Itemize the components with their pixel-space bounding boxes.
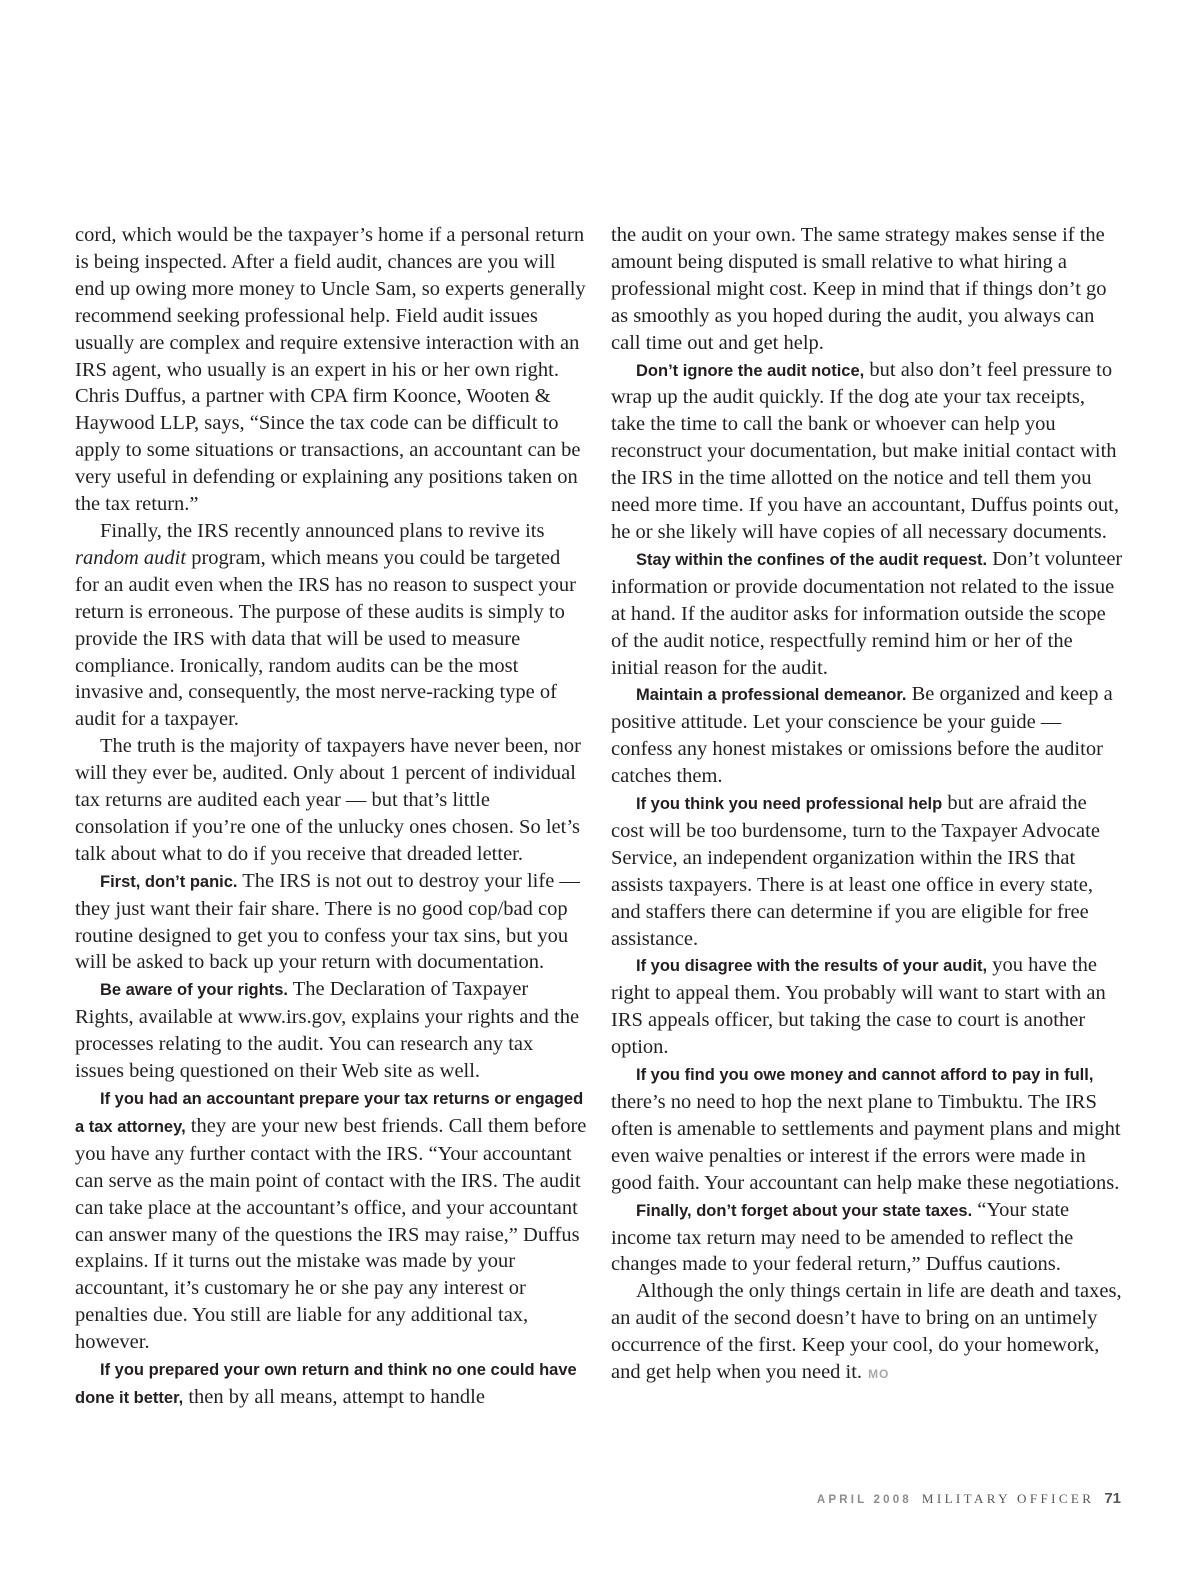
paragraph (611, 681, 1123, 790)
paragraph (75, 868, 587, 977)
paragraph (75, 733, 587, 868)
lead-in-heading: Finally, don’t forget about your state taxes. (636, 1201, 973, 1220)
body-text: The truth is the majority of taxpayers have never been, nor will they ever be, audited. Only about 1 percent of individual tax returns are audited each year — but that’s little consolation if you’re one of the unlucky ones chosen. So let’s talk about what to do if you receive that dreaded letter. (75, 735, 582, 865)
body-text: Be organized and keep a positive attitude. Let your conscience be your guide — confess any honest mistakes or omissions before the auditor catches them. (611, 683, 1113, 788)
body-text: The Declaration of Taxpayer Rights, available at www.irs.gov, explains your rights and the processes relating to the audit. You can research any tax issues being questioned on their Web site as well. (75, 978, 580, 1083)
paragraph (611, 1061, 1123, 1197)
paragraph (75, 222, 587, 518)
lead-in-heading: If you think you need professional help (636, 795, 943, 814)
body-text: but also don’t feel pressure to wrap up the audit quickly. If the dog ate your tax receipts, take the time to call the bank or whoever can help you reconstruct your documentation, but make initial contact with the IRS in the time allotted on the notice and tell them you need more time. If you have an accountant, Duffus points out, he or she likely will have copies of all necessary documents. (611, 358, 1119, 543)
lead-in-heading: Stay within the confines of the audit request. (636, 550, 988, 569)
paragraph (75, 1085, 587, 1356)
body-text: but are afraid the cost will be too burdensome, turn to the Taxpayer Advocate Service, an independent organization within the IRS that assists taxpayers. There is at least one office in every state, and staffers there can determine if you are eligible for free assistance. (611, 792, 1100, 950)
lead-in-heading: Maintain a professional demeanor. (636, 686, 907, 705)
paragraph (611, 1197, 1123, 1279)
italic-term: random audit (75, 546, 187, 569)
body-text: Although the only things certain in life are death and taxes, an audit of the second doesn’t have to bring on an untimely occurrence of the first. Keep your cool, do your homework, and get help when you need it. (611, 1280, 1122, 1384)
lead-in-heading: If you disagree with the results of your audit, (636, 957, 988, 976)
lead-in-heading: If you find you owe money and cannot afford to pay in full, (636, 1066, 1094, 1085)
body-text: cord, which would be the taxpayer’s home if a personal return is being inspected. After a field audit, chances are you will end up owing more money to Uncle Sam, so experts generally recommend seeking professional help. Field audit issues usually are complex and require extensive interaction with an IRS agent, who usually is an expert in his or her own right. Chris Duffus, a partner with CPA firm Koonce, Wooten & Haywood LLP, says, “Since the tax code can be difficult to apply to some situations or transactions, an accountant can be very useful in defending or explaining any positions taken on the tax return.” (75, 224, 586, 516)
paragraph (611, 546, 1123, 682)
lead-in-heading: If you had an accountant prepare your tax returns or engaged a tax attorney, (75, 1090, 584, 1136)
body-text: they are your new best friends. Call them before you have any further contact with the IRS. “Your accountant can serve as the main point of contact with the IRS. The audit can take place at the accountant’s office, and your accountant can answer many of the questions the IRS may raise,” Duffus explains. If it turns out the mistake was made by your accountant, it’s customary he or she pay any interest or penalties due. You still are liable for any additional tax, however. (75, 1114, 587, 1354)
paragraph (75, 976, 587, 1085)
body-text: you have the right to appeal them. You probably will want to start with an IRS appeals officer, but taking the case to court is another option. (611, 954, 1106, 1059)
lead-in-heading: Be aware of your rights. (100, 981, 288, 1000)
body-text: “Your state income tax return may need to be amended to reflect the changes made to your federal return,” Duffus cautions. (611, 1198, 1074, 1276)
page-number: 71 (1104, 1490, 1121, 1507)
paragraph (611, 952, 1123, 1061)
left-column (75, 222, 587, 1412)
body-text: then by all means, attempt to handle (183, 1385, 485, 1408)
body-text: there’s no need to hop the next plane to Timbuktu. The IRS often is amenable to settlements and payment plans and might even waive penalties or interest if the errors were made in good faith. Your accountant can help make these negotiations. (611, 1091, 1121, 1194)
paragraph (611, 222, 1123, 357)
body-text: program, which means you could be targeted for an audit even when the IRS has no reason to suspect your return is erroneous. The purpose of these audits is simply to provide the IRS with data that will be used to measure compliance. Ironically, random audits can be the most invasive and, consequently, the most nerve-racking type of audit for a taxpayer. (75, 546, 576, 731)
magazine-name: MILITARY OFFICER (921, 1491, 1095, 1506)
paragraph (75, 1356, 587, 1412)
lead-in-heading: If you prepared your own return and think no one could have done it better, (75, 1361, 577, 1407)
lead-in-heading: First, don’t panic. (100, 872, 238, 891)
body-text: Finally, the IRS recently announced plans to revive its (100, 519, 545, 542)
page-footer (817, 1490, 1121, 1508)
issue-date: APRIL 2008 (816, 1494, 912, 1506)
body-text: the audit on your own. The same strategy makes sense if the amount being disputed is small relative to what hiring a professional might cost. Keep in mind that if things don’t go as smoothly as you hoped during the audit, you always can call time out and get help. (611, 224, 1107, 354)
lead-in-heading: Don’t ignore the audit notice, (636, 361, 865, 380)
paragraph (611, 1278, 1123, 1388)
paragraph (611, 357, 1123, 546)
body-text: The IRS is not out to destroy your life — they just want their fair share. There is no good cop/bad cop routine designed to get you to confess your tax sins, but you will be asked to back up your return with documentation. (75, 869, 580, 974)
paragraph (611, 790, 1123, 952)
paragraph (75, 518, 587, 733)
right-column (611, 222, 1123, 1388)
body-text: Don’t volunteer information or provide documentation not related to the issue at hand. If the auditor asks for information outside the scope of the audit notice, respectfully remind him or her of the initial reason for the audit. (611, 547, 1123, 679)
end-mark: MO (868, 1367, 890, 1382)
